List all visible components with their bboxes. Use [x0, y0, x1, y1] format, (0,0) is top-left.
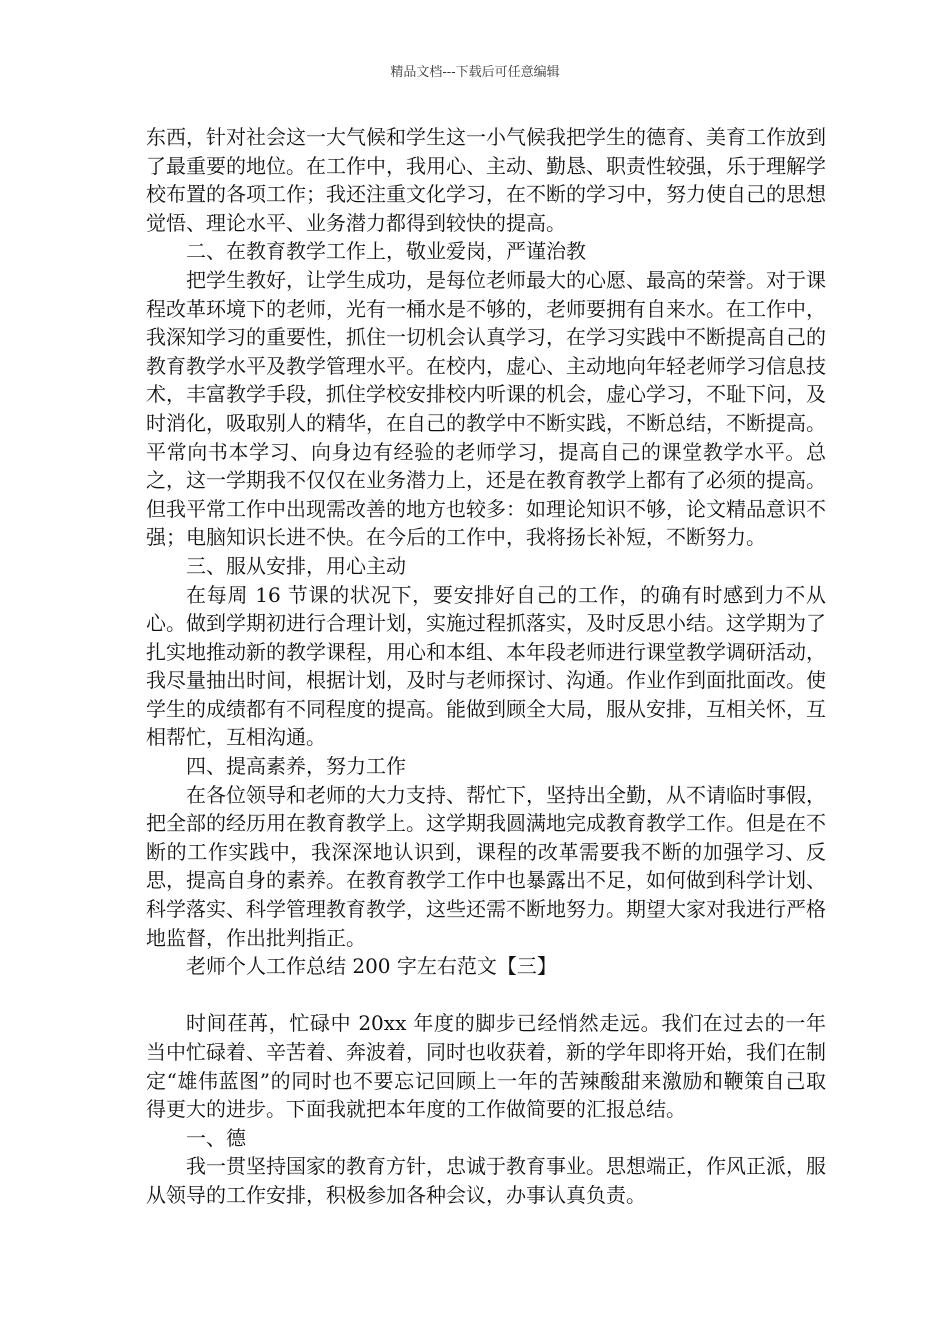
article-title-3: 老师个人工作总结 200 字左右范文【三】	[186, 954, 557, 979]
paragraph-3: 在每周 16 节课的状况下，要安排好自己的工作，的确有时感到力不从心。做到学期初进行合理计划，实施过程抓落实，及时反思小结。这学期为了扎实地推动新的教学课程，用心和本组、本年段老师进行课堂教学调研活动，我尽量抽出时间，根据计划，及时与老师探讨、沟通。作业作到面批面改。使学生的成绩都有不同程度的提高。能做到顾全大局，服从安排，互相关怀，互相帮忙，互相沟通。	[146, 582, 826, 750]
section-heading-2: 二、在教育教学工作上，敬业爱岗，严谨治教	[186, 239, 586, 264]
paragraph-1: 东西，针对社会这一大气候和学生这一小气候我把学生的德育、美育工作放到了最重要的地位。在工作中，我用心、主动、勤恳、职责性较强，乐于理解学校布置的各项工作；我还注重文化学习，在不断的学习中，努力使自己的思想觉悟、理论水平、业务潜力都得到较快的提高。	[146, 125, 826, 235]
paragraph-5: 时间荏苒，忙碌中 20xx 年度的脚步已经悄然走远。我们在过去的一年当中忙碌着、辛苦着、奔波着，同时也收获着，新的学年即将开始，我们在制定“雄伟蓝图”的同时也不要忘记回顾上一年的苦辣酸甜来激励和鞭策自己取得更大的进步。下面我就把本年度的工作做简要的汇报总结。	[146, 1011, 826, 1122]
section-heading-1: 一、德	[186, 1125, 246, 1150]
page-header: 精品文档---下载后可任意编辑	[390, 65, 560, 80]
section-heading-3: 三、服从安排，用心主动	[186, 553, 406, 578]
section-heading-4: 四、提高素养，努力工作	[186, 754, 406, 779]
paragraph-2: 把学生教好，让学生成功，是每位老师最大的心愿、最高的荣誉。对于课程改革环境下的老师，光有一桶水是不够的，老师要拥有自来水。在工作中，我深知学习的重要性，抓住一切机会认真学习，在学习实践中不断提高自己的教育教学水平及教学管理水平。在校内，虚心、主动地向年轻老师学习信息技术，丰富教学手段，抓住学校安排校内听课的机会，虚心学习，不耻下问，及时消化，吸取别人的精华，在自己的教学中不断实践，不断总结，不断提高。平常向书本学习、向身边有经验的老师学习，提高自己的课堂教学水平。总之，这一学期我不仅仅在业务潜力上，还是在教育教学上都有了必须的提高。但我平常工作中出现需改善的地方也较多：如理论知识不够，论文精品意识不强；电脑知识长进不快。在今后的工作中，我将扬长补短，不断努力。	[146, 267, 826, 550]
paragraph-4: 在各位领导和老师的大力支持、帮忙下，坚持出全勤，从不请临时事假，把全部的经历用在教育教学上。这学期我圆满地完成教育教学工作。但是在不断的工作实践中，我深深地认识到，课程的改革需要我不断的加强学习、反思，提高自身的素养。在教育教学工作中也暴露出不足，如何做到科学计划、科学落实、科学管理教育教学，这些还需不断地努力。期望大家对我进行严格地监督，作出批判指正。	[146, 782, 826, 950]
document-body	[146, 123, 826, 1210]
paragraph-6: 我一贯坚持国家的教育方针，忠诚于教育事业。思想端正，作风正派，服从领导的工作安排，积极参加各种会议，办事认真负责。	[146, 1154, 826, 1207]
blank-line	[146, 981, 826, 1010]
